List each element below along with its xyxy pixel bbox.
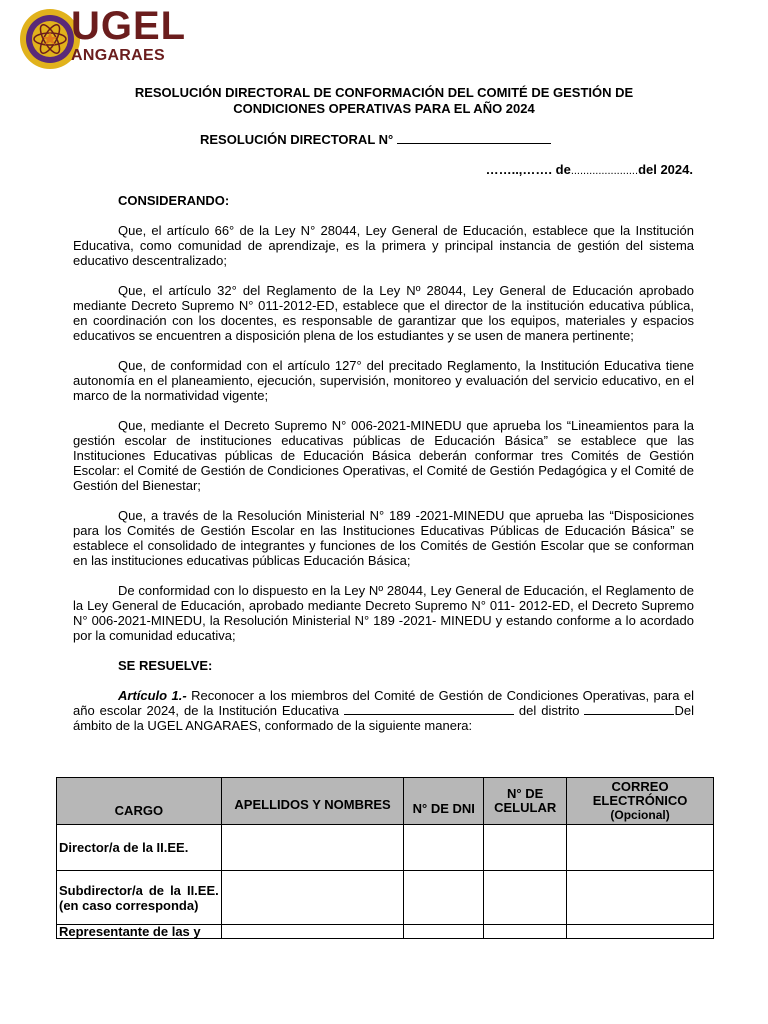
table-row bbox=[57, 925, 714, 939]
row-label-representante: Representante de las y bbox=[57, 925, 222, 939]
cell-apellidos[interactable] bbox=[221, 925, 404, 939]
table-row bbox=[57, 871, 714, 925]
row-label-subdirector: Subdirector/a de la II.EE. (en caso corresponda) bbox=[57, 871, 222, 925]
paragraph-1: Que, el artículo 66° de la Ley N° 28044, Ley General de Educación, establece que la Institución Educativa, como comunidad de aprendizaje, es la primera y principal instancia de gestión del sistema educativo descentralizado; bbox=[73, 223, 694, 268]
district-blank[interactable] bbox=[584, 703, 674, 715]
cell-correo[interactable] bbox=[567, 871, 714, 925]
cell-dni[interactable] bbox=[404, 925, 484, 939]
paragraph-3: Que, de conformidad con el artículo 127° del precitado Reglamento, la Institución Educativa tiene autonomía en el planeamiento, ejecución, supervisión, monitoreo y evaluación del servicio educativo, en el marco de la normatividad vigente; bbox=[73, 358, 694, 403]
cell-celular[interactable] bbox=[484, 825, 567, 871]
cell-dni[interactable] bbox=[404, 871, 484, 925]
paragraph-6: De conformidad con lo dispuesto en la Ley Nº 28044, Ley General de Educación, el Reglamento de la Ley General de Educación, aprobado mediante Decreto Supremo N° 011- 2012-ED, el Decreto Supremo N° 006-2021-MINEDU, la Resolución Ministerial N° 189 -2021- MINEDU y estando conforme a lo acordado por la comunidad educativa; bbox=[73, 583, 694, 643]
document-title bbox=[60, 85, 708, 117]
header-dni: N° DE DNI bbox=[404, 778, 484, 825]
resolution-number bbox=[200, 131, 551, 147]
header-correo bbox=[567, 778, 714, 825]
paragraph-5: Que, a través de la Resolución Ministerial N° 189 -2021-MINEDU que aprueba las “Disposiciones para los Comités de Gestión Escolar en las Instituciones Educativas Públicas de Educación Básica” se establece el consolidado de integrantes y funciones de los Comités de Gestión Escolar que se conforman en las instituciones educativas públicas Educación Básica; bbox=[73, 508, 694, 568]
paragraph-2: Que, el artículo 32° del Reglamento de la Ley Nº 28044, Ley General de Educación aprobado mediante Decreto Supremo N° 011-2012-ED, establece que el director de la institución educativa pública, en coordinación con los docentes, es responsable de garantizar que los equipos, materiales y espacios educativos se encuentren a disposición plena de los estudiantes y se usen de manera pertinente; bbox=[73, 283, 694, 343]
cell-apellidos[interactable] bbox=[221, 871, 404, 925]
institution-blank[interactable] bbox=[344, 703, 514, 715]
logo-ugel-text: UGEL bbox=[71, 4, 187, 48]
date-line bbox=[486, 162, 693, 177]
header-celular-line-1: N° DE bbox=[507, 786, 544, 801]
document-body bbox=[73, 193, 694, 733]
header-correo-line-1: CORREO bbox=[611, 779, 669, 794]
header-correo-line-2: ELECTRÓNICO bbox=[592, 793, 688, 808]
date-prefix: ……..,……. de bbox=[485, 162, 571, 177]
cell-dni[interactable] bbox=[404, 825, 484, 871]
title-line-2: CONDICIONES OPERATIVAS PARA EL AÑO 2024 bbox=[233, 101, 535, 116]
table-row bbox=[57, 825, 714, 871]
committee-table bbox=[56, 777, 714, 939]
cell-apellidos[interactable] bbox=[221, 825, 404, 871]
article-1 bbox=[73, 688, 694, 733]
table-header-row bbox=[57, 778, 714, 825]
title-line-1: RESOLUCIÓN DIRECTORAL DE CONFORMACIÓN DEL COMITÉ DE GESTIÓN DE bbox=[134, 85, 634, 100]
article-1-label: Artículo 1.- bbox=[118, 688, 187, 703]
date-suffix: del 2024. bbox=[638, 162, 693, 177]
cell-correo[interactable] bbox=[567, 925, 714, 939]
logo-angaraes-text: ANGARAES bbox=[71, 47, 165, 64]
considerando-heading: CONSIDERANDO: bbox=[118, 193, 230, 208]
se-resuelve-heading: SE RESUELVE: bbox=[118, 658, 213, 673]
row-label-director: Director/a de la II.EE. bbox=[57, 825, 222, 871]
header-correo-line-3: (Opcional) bbox=[610, 808, 670, 822]
ugel-logo bbox=[19, 4, 187, 72]
cell-celular[interactable] bbox=[484, 925, 567, 939]
article-1-text-3: Del ámbito de la UGEL ANGARAES, conformado de la siguiente manera: bbox=[73, 703, 694, 733]
cell-celular[interactable] bbox=[484, 871, 567, 925]
header-celular-line-2: CELULAR bbox=[494, 800, 557, 815]
cell-correo[interactable] bbox=[567, 825, 714, 871]
header-celular bbox=[484, 778, 567, 825]
header-apellidos: APELLIDOS Y NOMBRES bbox=[221, 778, 404, 825]
header-cargo: CARGO bbox=[57, 778, 222, 825]
article-1-text-2: del distrito bbox=[513, 703, 585, 718]
date-dots[interactable]: ...................... bbox=[570, 165, 639, 177]
resolution-number-blank[interactable] bbox=[397, 131, 551, 144]
article-1-text-1: Reconocer a los miembros del Comité de Gestión de Condiciones Operativas, para el año escolar 2024, de la Institución Educativa bbox=[73, 688, 694, 718]
paragraph-4: Que, mediante el Decreto Supremo N° 006-2021-MINEDU que aprueba los “Lineamientos para la gestión escolar de instituciones educativas públicas de Educación Básica” se establece que las Instituciones Educativas públicas de Educación Básica deberán conformar tres Comités de Gestión Escolar: el Comité de Gestión de Condiciones Operativas, el Comité de Gestión Pedagógica y el Comité de Gestión del Bienestar; bbox=[73, 418, 694, 493]
resolution-label: RESOLUCIÓN DIRECTORAL N° bbox=[200, 132, 394, 147]
